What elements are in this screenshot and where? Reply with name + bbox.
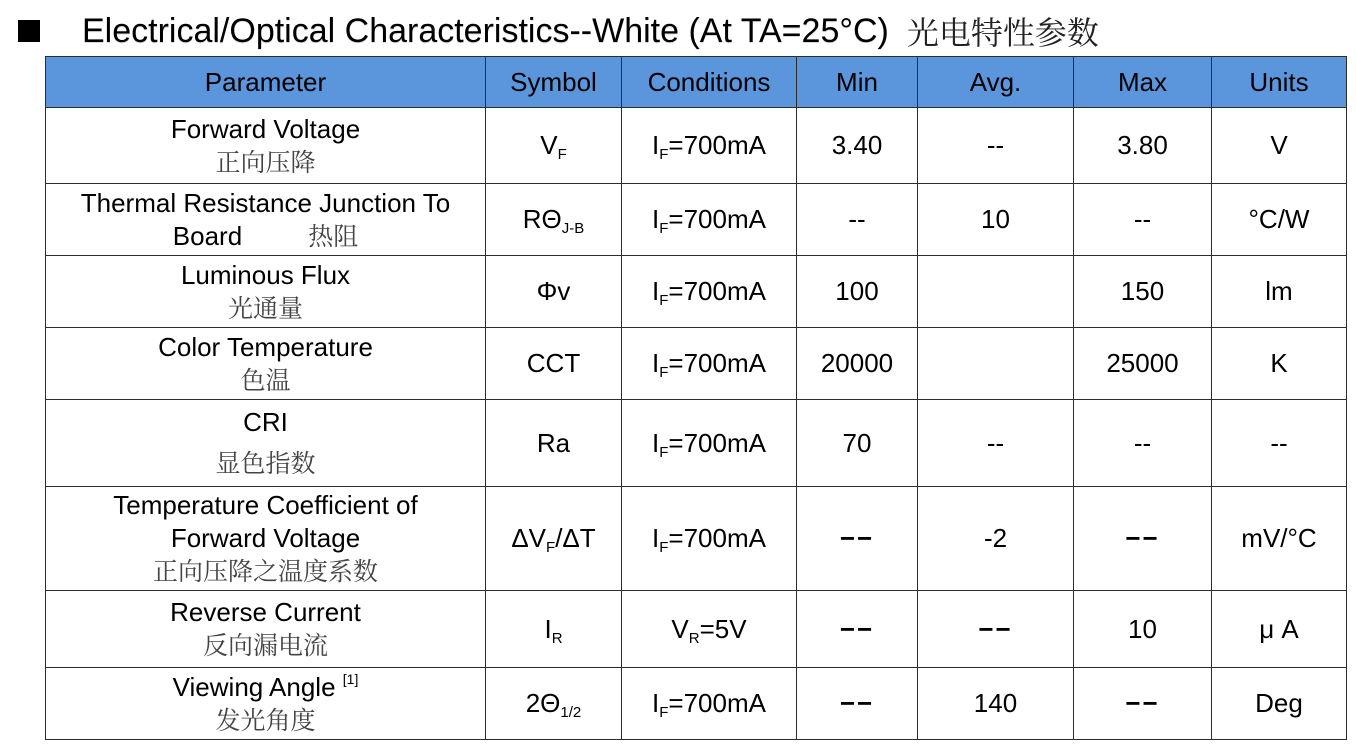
parameter-name-cn: 色温 (240, 365, 291, 395)
max-cell: −− (1074, 668, 1212, 740)
table-row (46, 184, 1347, 256)
table-row (46, 256, 1347, 328)
condition-cell: $I_F=700mA$ (622, 668, 797, 740)
min-cell: -- (797, 184, 918, 256)
parameter-name: Temperature Coefficient of Forward Voltage (113, 490, 418, 553)
table-row (46, 487, 1347, 591)
symbol-cell: Φv (486, 256, 622, 328)
symbol-cell: $I_R$ (486, 591, 622, 668)
parameter-name: Reverse Current (170, 597, 361, 627)
header-min: Min (797, 57, 918, 108)
parameter-cell (46, 256, 486, 328)
header-units: Units (1212, 57, 1347, 108)
header-max: Max (1074, 57, 1212, 108)
max-cell: 25000 (1074, 328, 1212, 400)
condition-cell: $I_F=700mA$ (622, 328, 797, 400)
title-text: Electrical/Optical Characteristics--White (At TA=25°C) (82, 11, 889, 50)
square-bullet-icon (18, 20, 40, 42)
parameter-name: Thermal Resistance Junction To Board 热阻 (80, 187, 451, 251)
avg-cell: -2 (918, 487, 1074, 591)
condition-cell: $I_F=700mA$ (622, 108, 797, 184)
parameter-name-cn: 显色指数 (215, 449, 316, 478)
min-cell: 70 (797, 400, 918, 487)
units-cell: Deg (1212, 668, 1347, 740)
avg-cell (918, 256, 1074, 328)
min-cell: −− (797, 668, 918, 740)
header-conditions: Conditions (622, 57, 797, 108)
max-cell: −− (1074, 487, 1212, 591)
min-cell: 3.40 (797, 108, 918, 184)
avg-cell: −− (918, 591, 1074, 668)
max-cell: -- (1074, 400, 1212, 487)
min-cell: −− (797, 591, 918, 668)
max-cell: 3.80 (1074, 108, 1212, 184)
condition-cell: $V_R=5V$ (622, 591, 797, 668)
min-cell: 100 (797, 256, 918, 328)
symbol-cell: Ra (486, 400, 622, 487)
symbol-cell: $R\Theta_{J-B}$ (486, 184, 622, 256)
condition-cell: $I_F=700mA$ (622, 184, 797, 256)
avg-cell: 10 (918, 184, 1074, 256)
parameter-cell (46, 487, 486, 591)
parameter-name: Luminous Flux (180, 259, 351, 290)
units-cell: K (1212, 328, 1347, 400)
min-cell: 20000 (797, 328, 918, 400)
table-row (46, 400, 1347, 487)
parameter-name-cn: 反向漏电流 (202, 631, 328, 660)
parameter-name-cn: 正向压降 (215, 147, 316, 177)
parameter-name: Viewing Angle [1] (172, 670, 359, 702)
parameter-cell (46, 591, 486, 668)
table-row (46, 591, 1347, 668)
title-chinese: 光电特性参数 (906, 14, 1099, 52)
units-cell: V (1212, 108, 1347, 184)
header-parameter: Parameter (46, 57, 486, 108)
symbol-cell: $2\Theta_{1/2}$ (486, 668, 622, 740)
condition-cell: $I_F=700mA$ (622, 256, 797, 328)
page-title (18, 8, 1099, 54)
parameter-name: CRI (243, 407, 288, 437)
avg-cell (918, 328, 1074, 400)
parameter-name-cn: 发光角度 (215, 705, 316, 735)
condition-cell: $I_F=700mA$ (622, 400, 797, 487)
parameter-cell (46, 108, 486, 184)
header-row (46, 57, 1347, 108)
header-symbol: Symbol (486, 57, 622, 108)
table-row (46, 328, 1347, 400)
units-cell: μ A (1212, 591, 1347, 668)
avg-cell: -- (918, 108, 1074, 184)
max-cell: -- (1074, 184, 1212, 256)
footnote-marker: [1] (342, 670, 359, 687)
symbol-cell: $\Delta V_F/\Delta T$ (486, 487, 622, 591)
units-cell: mV/°C (1212, 487, 1347, 591)
parameter-cell (46, 184, 486, 256)
avg-cell: 140 (918, 668, 1074, 740)
parameter-cell (46, 668, 486, 740)
symbol-cell: CCT (486, 328, 622, 400)
parameter-cell (46, 328, 486, 400)
parameter-cell (46, 400, 486, 487)
units-cell: °C/W (1212, 184, 1347, 256)
parameter-name: Forward Voltage (170, 113, 361, 144)
max-cell: 150 (1074, 256, 1212, 328)
parameter-name-cn: 热阻 (308, 221, 359, 251)
avg-cell: -- (918, 400, 1074, 487)
parameter-name: Color Temperature (158, 331, 373, 362)
condition-cell: $I_F=700mA$ (622, 487, 797, 591)
units-cell: -- (1212, 400, 1347, 487)
min-cell: −− (797, 487, 918, 591)
max-cell: 10 (1074, 591, 1212, 668)
table-row (46, 668, 1347, 740)
units-cell: lm (1212, 256, 1347, 328)
parameter-name-cn: 正向压降之温度系数 (152, 557, 378, 586)
table-row (46, 108, 1347, 184)
parameter-name-cn: 光通量 (227, 293, 303, 323)
header-avg: Avg. (918, 57, 1074, 108)
symbol-cell: $V_F$ (486, 108, 622, 184)
characteristics-table (45, 56, 1347, 740)
